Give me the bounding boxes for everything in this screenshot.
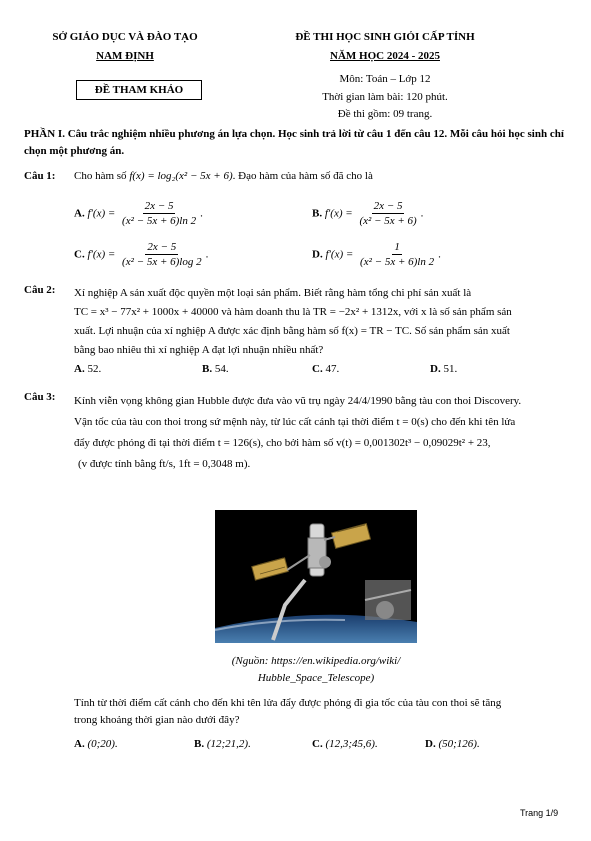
section-title: PHẦN I. Câu trắc nghiệm nhiều phương án lựa chọn. Học sinh trả lời từ câu 1 đến câu 12. Mỗi câu hỏi học sinh chỉ chọn một phương án.	[24, 128, 564, 157]
q1-text-before: Cho hàm số	[74, 170, 127, 182]
q3-option-d[interactable]	[425, 738, 480, 750]
option-label: D.	[425, 738, 436, 750]
option-label: B.	[202, 363, 213, 375]
school-year: NĂM HỌC 2024 - 2025	[330, 50, 440, 62]
q2-line: TC = x³ − 77x² + 1000x + 40000 và hàm doanh thu là TR = −2x² + 1312x, với x là số sản phẩm sản	[74, 306, 512, 318]
q1-stem	[74, 170, 373, 182]
hubble-telescope-image	[215, 510, 417, 643]
q3-line: đẩy được phóng đi tại thời điểm t = 126(s), cho bởi hàm số v(t) = 0,001302t³ − 0,09029t² + 23,	[74, 437, 491, 449]
option-value: (0;20).	[87, 738, 118, 750]
option-label: C.	[312, 738, 323, 750]
q2-option-c[interactable]	[312, 363, 339, 375]
q2-option-a[interactable]	[74, 363, 101, 375]
q3-label: Câu 3:	[24, 391, 56, 403]
header-department: SỞ GIÁO DỤC VÀ ĐÀO TẠO	[52, 31, 198, 43]
header-province: NAM ĐỊNH	[96, 50, 154, 62]
option-label: D.	[312, 248, 323, 261]
option-value: (50;126).	[438, 738, 480, 750]
q3-line: Tính từ thời điểm cất cánh cho đến khi tên lửa đẩy được phóng đi gia tốc của tàu con thoi sẽ tăng	[74, 697, 502, 709]
caption-line: (Nguồn: https://en.wikipedia.org/wiki/	[231, 655, 401, 667]
option-value: 54.	[214, 363, 229, 375]
fraction-denominator: (x² − 5x + 6)	[359, 215, 417, 227]
q1-option-d[interactable]: D. f′(x) = $\frac{1}{\text{(x² − 5x + 6)ln 2}}$ .	[312, 241, 441, 268]
q1-label: Câu 1:	[24, 170, 56, 182]
exam-title: ĐỀ THI HỌC SINH GIỎI CẤP TỈNH	[295, 31, 475, 43]
q1-option-b[interactable]: B. f′(x) = $\frac{2x - 5}{\text{(x² − 5x + 6)}}$ .	[312, 200, 424, 227]
subject-line: Môn: Toán – Lớp 12	[339, 73, 431, 85]
option-label: A.	[74, 363, 85, 375]
option-value: 51.	[443, 363, 458, 375]
q2-label: Câu 2:	[24, 284, 56, 296]
option-label: C.	[312, 363, 323, 375]
option-value: 52.	[87, 363, 102, 375]
fraction-denominator: (x² − 5x + 6)log 2	[122, 256, 202, 268]
fraction-denominator: (x² − 5x + 6)ln 2	[122, 215, 197, 227]
fraction-numerator: 2x − 5	[144, 200, 174, 212]
fraction-numerator: 2x − 5	[147, 241, 177, 253]
fraction	[120, 241, 204, 269]
option-lhs: f′(x) =	[87, 248, 116, 261]
caption-line: Hubble_Space_Telescope)	[257, 672, 375, 684]
image-caption	[215, 653, 417, 687]
q3-option-a[interactable]	[74, 738, 118, 750]
option-value: (12;21,2).	[206, 738, 251, 750]
fraction-numerator: 1	[394, 241, 400, 253]
time-line: Thời gian làm bài: 120 phút.	[322, 91, 448, 103]
option-lhs: f′(x) =	[325, 248, 354, 261]
q2-option-b[interactable]	[202, 363, 229, 375]
q2-option-d[interactable]	[430, 363, 457, 375]
option-value: (12,3;45,6).	[325, 738, 378, 750]
fraction-denominator: (x² − 5x + 6)ln 2	[360, 256, 435, 268]
q2-line: Xí nghiệp A sản xuất độc quyền một loại sản phẩm. Biết rằng hàm tổng chi phí sản xuất là	[74, 287, 472, 299]
q1-function: f(x) = log₂(x² − 5x + 6)	[129, 170, 233, 182]
q3-line: Kính viễn vọng không gian Hubble được đưa vào vũ trụ ngày 24/4/1990 bằng tàu con thoi Discovery.	[74, 395, 522, 407]
q3-option-b[interactable]	[194, 738, 251, 750]
q3-line: Vận tốc của tàu con thoi trong sứ mệnh này, từ lúc cất cánh tại thời điểm t = 0(s) cho đến khi tên lửa	[74, 416, 516, 428]
option-label: D.	[430, 363, 441, 375]
option-lhs: f′(x) =	[87, 207, 116, 220]
option-label: C.	[74, 248, 85, 261]
page-number: Trang 1/9	[520, 808, 559, 818]
q2-stem	[74, 284, 568, 360]
option-value: 47.	[325, 363, 340, 375]
hubble-illustration	[215, 510, 417, 643]
option-label: A.	[74, 738, 85, 750]
q1-text-after: . Đạo hàm của hàm số đã cho là	[232, 170, 373, 182]
q3-stem	[74, 391, 568, 475]
pages-line: Đề thi gồm: 09 trang.	[337, 108, 433, 120]
fraction	[357, 200, 418, 228]
q3-line: trong khoảng thời gian nào dưới đây?	[74, 714, 240, 726]
fraction-numerator: 2x − 5	[373, 200, 403, 212]
option-lhs: f′(x) =	[324, 207, 353, 220]
option-label: B.	[312, 207, 323, 220]
option-label: B.	[194, 738, 205, 750]
fraction	[358, 241, 436, 269]
reference-badge: ĐỀ THAM KHẢO	[76, 80, 202, 100]
q1-option-c[interactable]: C. f′(x) = $\frac{2x - 5}{\text{(x² − 5x + 6)log 2}}$ .	[74, 241, 209, 268]
q3-question	[74, 695, 568, 729]
q2-line: bằng bao nhiêu thì xí nghiệp A đạt lợi nhuận nhiều nhất?	[74, 344, 324, 356]
q3-option-c[interactable]	[312, 738, 378, 750]
q1-option-a[interactable]: A. f′(x) = $\frac{2x - 5}{\text{(x² − 5x + 6)ln 2}}$ .	[74, 200, 203, 227]
option-label: A.	[74, 207, 85, 220]
fraction	[120, 200, 198, 228]
q2-line: xuất. Lợi nhuận của xí nghiệp A được xác định bằng hàm số f(x) = TR − TC. Số sản phẩm sản xuất	[74, 325, 510, 337]
q3-line: (v được tính bằng ft/s, 1ft = 0,3048 m).	[78, 458, 251, 470]
